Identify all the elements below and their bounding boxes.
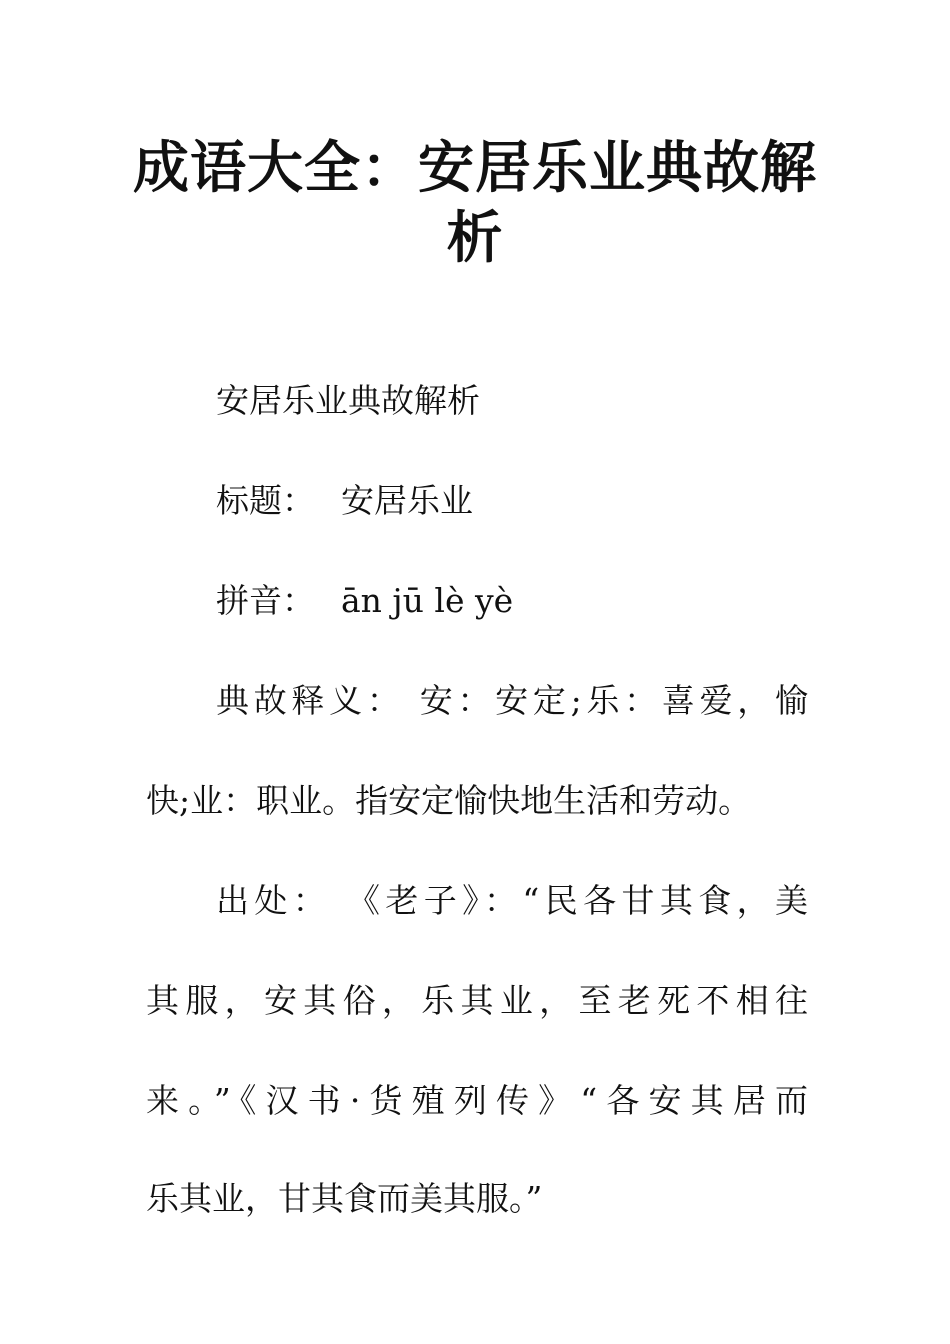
- meaning-line-2: 快;业：职业。指安定愉快地生活和劳动。: [146, 781, 752, 820]
- meaning-line-1: 典故释义： 安：安定;乐：喜爱，愉: [216, 681, 808, 720]
- source-line-3: 来。”《汉书·货殖列传》“各安其居而: [146, 1081, 808, 1120]
- pinyin-field-label: 拼音：: [216, 581, 315, 620]
- pinyin-field-line: [216, 581, 876, 620]
- source-line-4: 乐其业，甘其食而美其服。”: [146, 1179, 543, 1218]
- source-line-1: 出处： 《老子》：“民各甘其食，美: [216, 881, 808, 920]
- title-field-line: [216, 481, 876, 520]
- document-title: 成语大全：安居乐业典故解析: [133, 136, 817, 271]
- subtitle-line: 安居乐业典故解析: [216, 381, 480, 420]
- source-line-2: 其服，安其俗，乐其业，至老死不相往: [146, 981, 808, 1020]
- pinyin-field-value: ān jū lè yè: [341, 581, 514, 620]
- title-field-label: 标题：: [216, 481, 315, 520]
- title-field-value: 安居乐业: [341, 481, 473, 520]
